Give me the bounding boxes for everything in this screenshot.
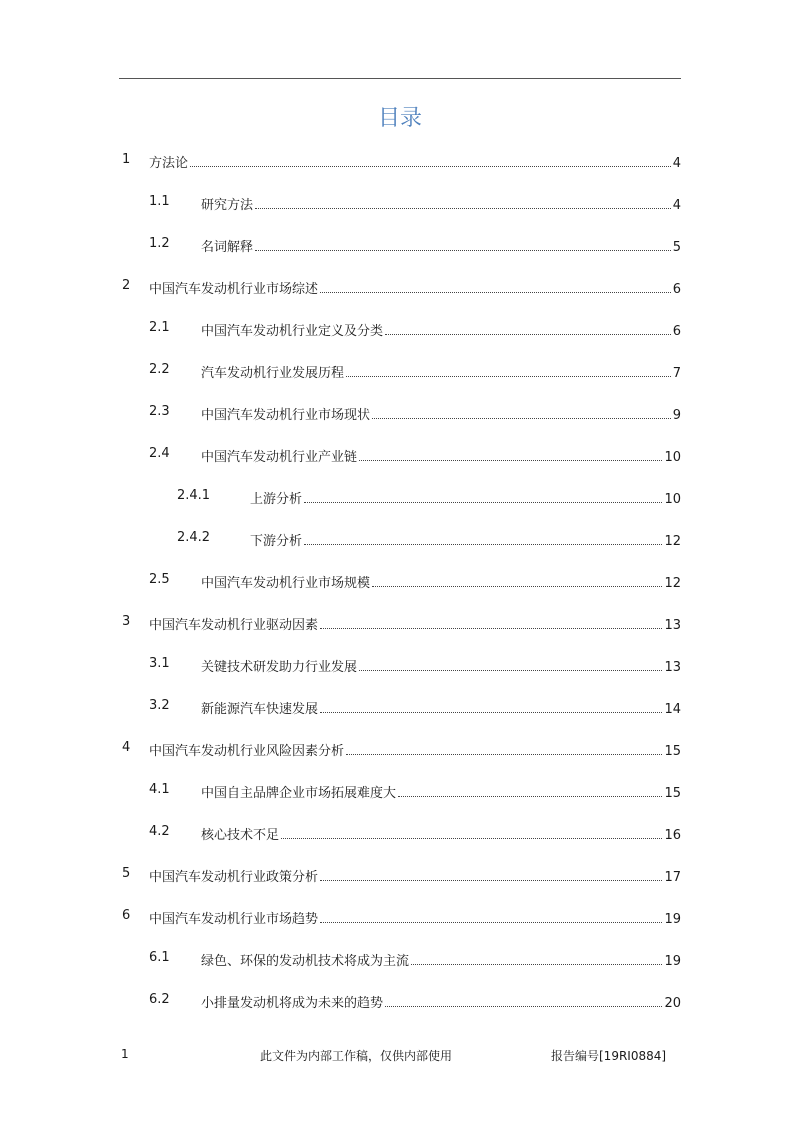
toc-entry-number: 2.1: [149, 320, 170, 335]
toc-entry-page: 15: [664, 744, 681, 759]
toc-entry[interactable]: [119, 308, 681, 350]
toc-entry-body: [201, 446, 681, 465]
toc-entry-label: 下游分析: [250, 534, 303, 549]
toc-entry-body: [201, 656, 681, 675]
toc-entry[interactable]: [119, 140, 681, 182]
toc-entry-page: 12: [664, 576, 681, 591]
toc-leader-dots: [320, 879, 662, 881]
toc-entry-label: 名词解释: [201, 240, 254, 255]
toc-entry-body: [201, 362, 681, 381]
toc-entry[interactable]: [119, 854, 681, 896]
toc-leader-dots: [411, 963, 662, 965]
toc-entry-number: 4.2: [149, 824, 170, 839]
toc-entry-body: [149, 866, 681, 885]
toc-leader-dots: [304, 501, 662, 503]
toc-entry[interactable]: [119, 182, 681, 224]
toc-leader-dots: [359, 669, 662, 671]
toc-entry-label: 中国汽车发动机行业市场规模: [201, 576, 371, 591]
toc-leader-dots: [320, 921, 662, 923]
toc-entry-body: [201, 404, 681, 423]
toc-entry[interactable]: [119, 434, 681, 476]
footer-report-id: 报告编号[19RI0884]: [551, 1049, 667, 1063]
toc-entry[interactable]: [119, 392, 681, 434]
toc-entry[interactable]: [119, 518, 681, 560]
toc-entry-number: 2: [122, 278, 131, 293]
toc-leader-dots: [304, 543, 662, 545]
page-footer: [0, 1047, 800, 1067]
toc-entry[interactable]: [119, 644, 681, 686]
toc-entry-label: 关键技术研发助力行业发展: [201, 660, 358, 675]
toc-entry-body: [201, 824, 681, 843]
toc-entry[interactable]: [119, 560, 681, 602]
toc-leader-dots: [255, 207, 671, 209]
toc-entry[interactable]: [119, 980, 681, 1022]
toc-entry-body: [149, 908, 681, 927]
toc-entry-page: 6: [672, 282, 681, 297]
toc-entry-page: 14: [664, 702, 681, 717]
toc-entry[interactable]: [119, 266, 681, 308]
toc-entry[interactable]: [119, 476, 681, 518]
toc-entry-page: 15: [664, 786, 681, 801]
toc-entry-number: 1: [122, 152, 131, 167]
toc-entry-page: 6: [672, 324, 681, 339]
toc-entry-number: 1.1: [149, 194, 170, 209]
toc-entry-page: 10: [664, 492, 681, 507]
toc-entry[interactable]: [119, 896, 681, 938]
toc-leader-dots: [372, 417, 671, 419]
toc-entry-body: [201, 194, 681, 213]
toc-entry-body: [201, 320, 681, 339]
toc-entry-page: 7: [672, 366, 681, 381]
toc-entry-body: [250, 488, 681, 507]
toc-entry-body: [201, 572, 681, 591]
toc-entry[interactable]: [119, 770, 681, 812]
toc-entry-label: 核心技术不足: [201, 828, 280, 843]
toc-leader-dots: [320, 627, 662, 629]
toc-entry-label: 方法论: [149, 156, 189, 171]
toc-entry-page: 5: [672, 240, 681, 255]
footer-page-number: 1: [121, 1047, 129, 1061]
toc-entry[interactable]: [119, 686, 681, 728]
toc-entry-label: 中国汽车发动机行业驱动因素: [149, 618, 319, 633]
toc-entry-page: 16: [664, 828, 681, 843]
toc-leader-dots: [385, 1005, 662, 1007]
toc-entry-page: 19: [664, 954, 681, 969]
toc-entry-label: 中国自主品牌企业市场拓展难度大: [201, 786, 397, 801]
toc-entry-page: 4: [672, 198, 681, 213]
toc-entry-page: 13: [664, 660, 681, 675]
header-rule: [119, 78, 681, 79]
toc-leader-dots: [281, 837, 662, 839]
toc-entry-body: [250, 530, 681, 549]
toc-entry-body: [149, 152, 681, 171]
toc-entry[interactable]: [119, 938, 681, 980]
toc-entry-page: 10: [664, 450, 681, 465]
toc-entry[interactable]: [119, 728, 681, 770]
toc-entry-label: 研究方法: [201, 198, 254, 213]
toc-entry[interactable]: [119, 350, 681, 392]
toc-entry-number: 2.5: [149, 572, 170, 587]
toc-entry-page: 19: [664, 912, 681, 927]
toc-entry-number: 1.2: [149, 236, 170, 251]
toc-leader-dots: [346, 375, 671, 377]
toc-entry[interactable]: [119, 224, 681, 266]
toc-entry-label: 中国汽车发动机行业政策分析: [149, 870, 319, 885]
toc-entry-number: 2.3: [149, 404, 170, 419]
toc-leader-dots: [320, 291, 671, 293]
toc-entry-page: 12: [664, 534, 681, 549]
toc-entry-label: 汽车发动机行业发展历程: [201, 366, 345, 381]
toc-entry-label: 上游分析: [250, 492, 303, 507]
toc-entry-label: 中国汽车发动机行业风险因素分析: [149, 744, 345, 759]
toc-leader-dots: [346, 753, 662, 755]
toc-leader-dots: [372, 585, 662, 587]
toc-entry-body: [149, 614, 681, 633]
footer-notice: 此文件为内部工作稿，仅供内部使用: [260, 1049, 453, 1063]
toc-entry-body: [149, 740, 681, 759]
toc-entry-number: 6: [122, 908, 131, 923]
table-of-contents: [119, 140, 681, 1022]
toc-entry-number: 2.2: [149, 362, 170, 377]
toc-entry-label: 中国汽车发动机行业市场现状: [201, 408, 371, 423]
toc-leader-dots: [190, 165, 671, 167]
toc-leader-dots: [320, 711, 662, 713]
toc-leader-dots: [398, 795, 662, 797]
toc-title: 目录: [377, 106, 422, 131]
toc-entry-number: 5: [122, 866, 131, 881]
toc-entry-label: 小排量发动机将成为未来的趋势: [201, 996, 384, 1011]
toc-entry-number: 2.4.2: [177, 530, 211, 545]
toc-entry-number: 4.1: [149, 782, 170, 797]
toc-entry-number: 6.1: [149, 950, 170, 965]
toc-entry[interactable]: [119, 812, 681, 854]
toc-entry-number: 2.4: [149, 446, 170, 461]
toc-entry-number: 3.2: [149, 698, 170, 713]
toc-entry-body: [201, 236, 681, 255]
toc-entry-label: 中国汽车发动机行业定义及分类: [201, 324, 384, 339]
toc-entry[interactable]: [119, 602, 681, 644]
toc-entry-label: 中国汽车发动机行业市场趋势: [149, 912, 319, 927]
toc-entry-body: [201, 782, 681, 801]
toc-leader-dots: [385, 333, 671, 335]
toc-entry-label: 新能源汽车快速发展: [201, 702, 319, 717]
toc-entry-page: 4: [672, 156, 681, 171]
toc-leader-dots: [255, 249, 671, 251]
toc-entry-body: [201, 992, 681, 1011]
toc-entry-number: 3.1: [149, 656, 170, 671]
toc-entry-body: [201, 698, 681, 717]
toc-entry-label: 中国汽车发动机行业市场综述: [149, 282, 319, 297]
toc-entry-page: 17: [664, 870, 681, 885]
toc-entry-number: 2.4.1: [177, 488, 211, 503]
toc-entry-page: 20: [664, 996, 681, 1011]
toc-entry-label: 中国汽车发动机行业产业链: [201, 450, 358, 465]
toc-entry-number: 4: [122, 740, 131, 755]
toc-entry-body: [149, 278, 681, 297]
toc-entry-label: 绿色、环保的发动机技术将成为主流: [201, 954, 410, 969]
toc-leader-dots: [359, 459, 662, 461]
toc-entry-number: 3: [122, 614, 131, 629]
toc-entry-page: 13: [664, 618, 681, 633]
toc-entry-body: [201, 950, 681, 969]
toc-entry-number: 6.2: [149, 992, 170, 1007]
toc-entry-page: 9: [672, 408, 681, 423]
